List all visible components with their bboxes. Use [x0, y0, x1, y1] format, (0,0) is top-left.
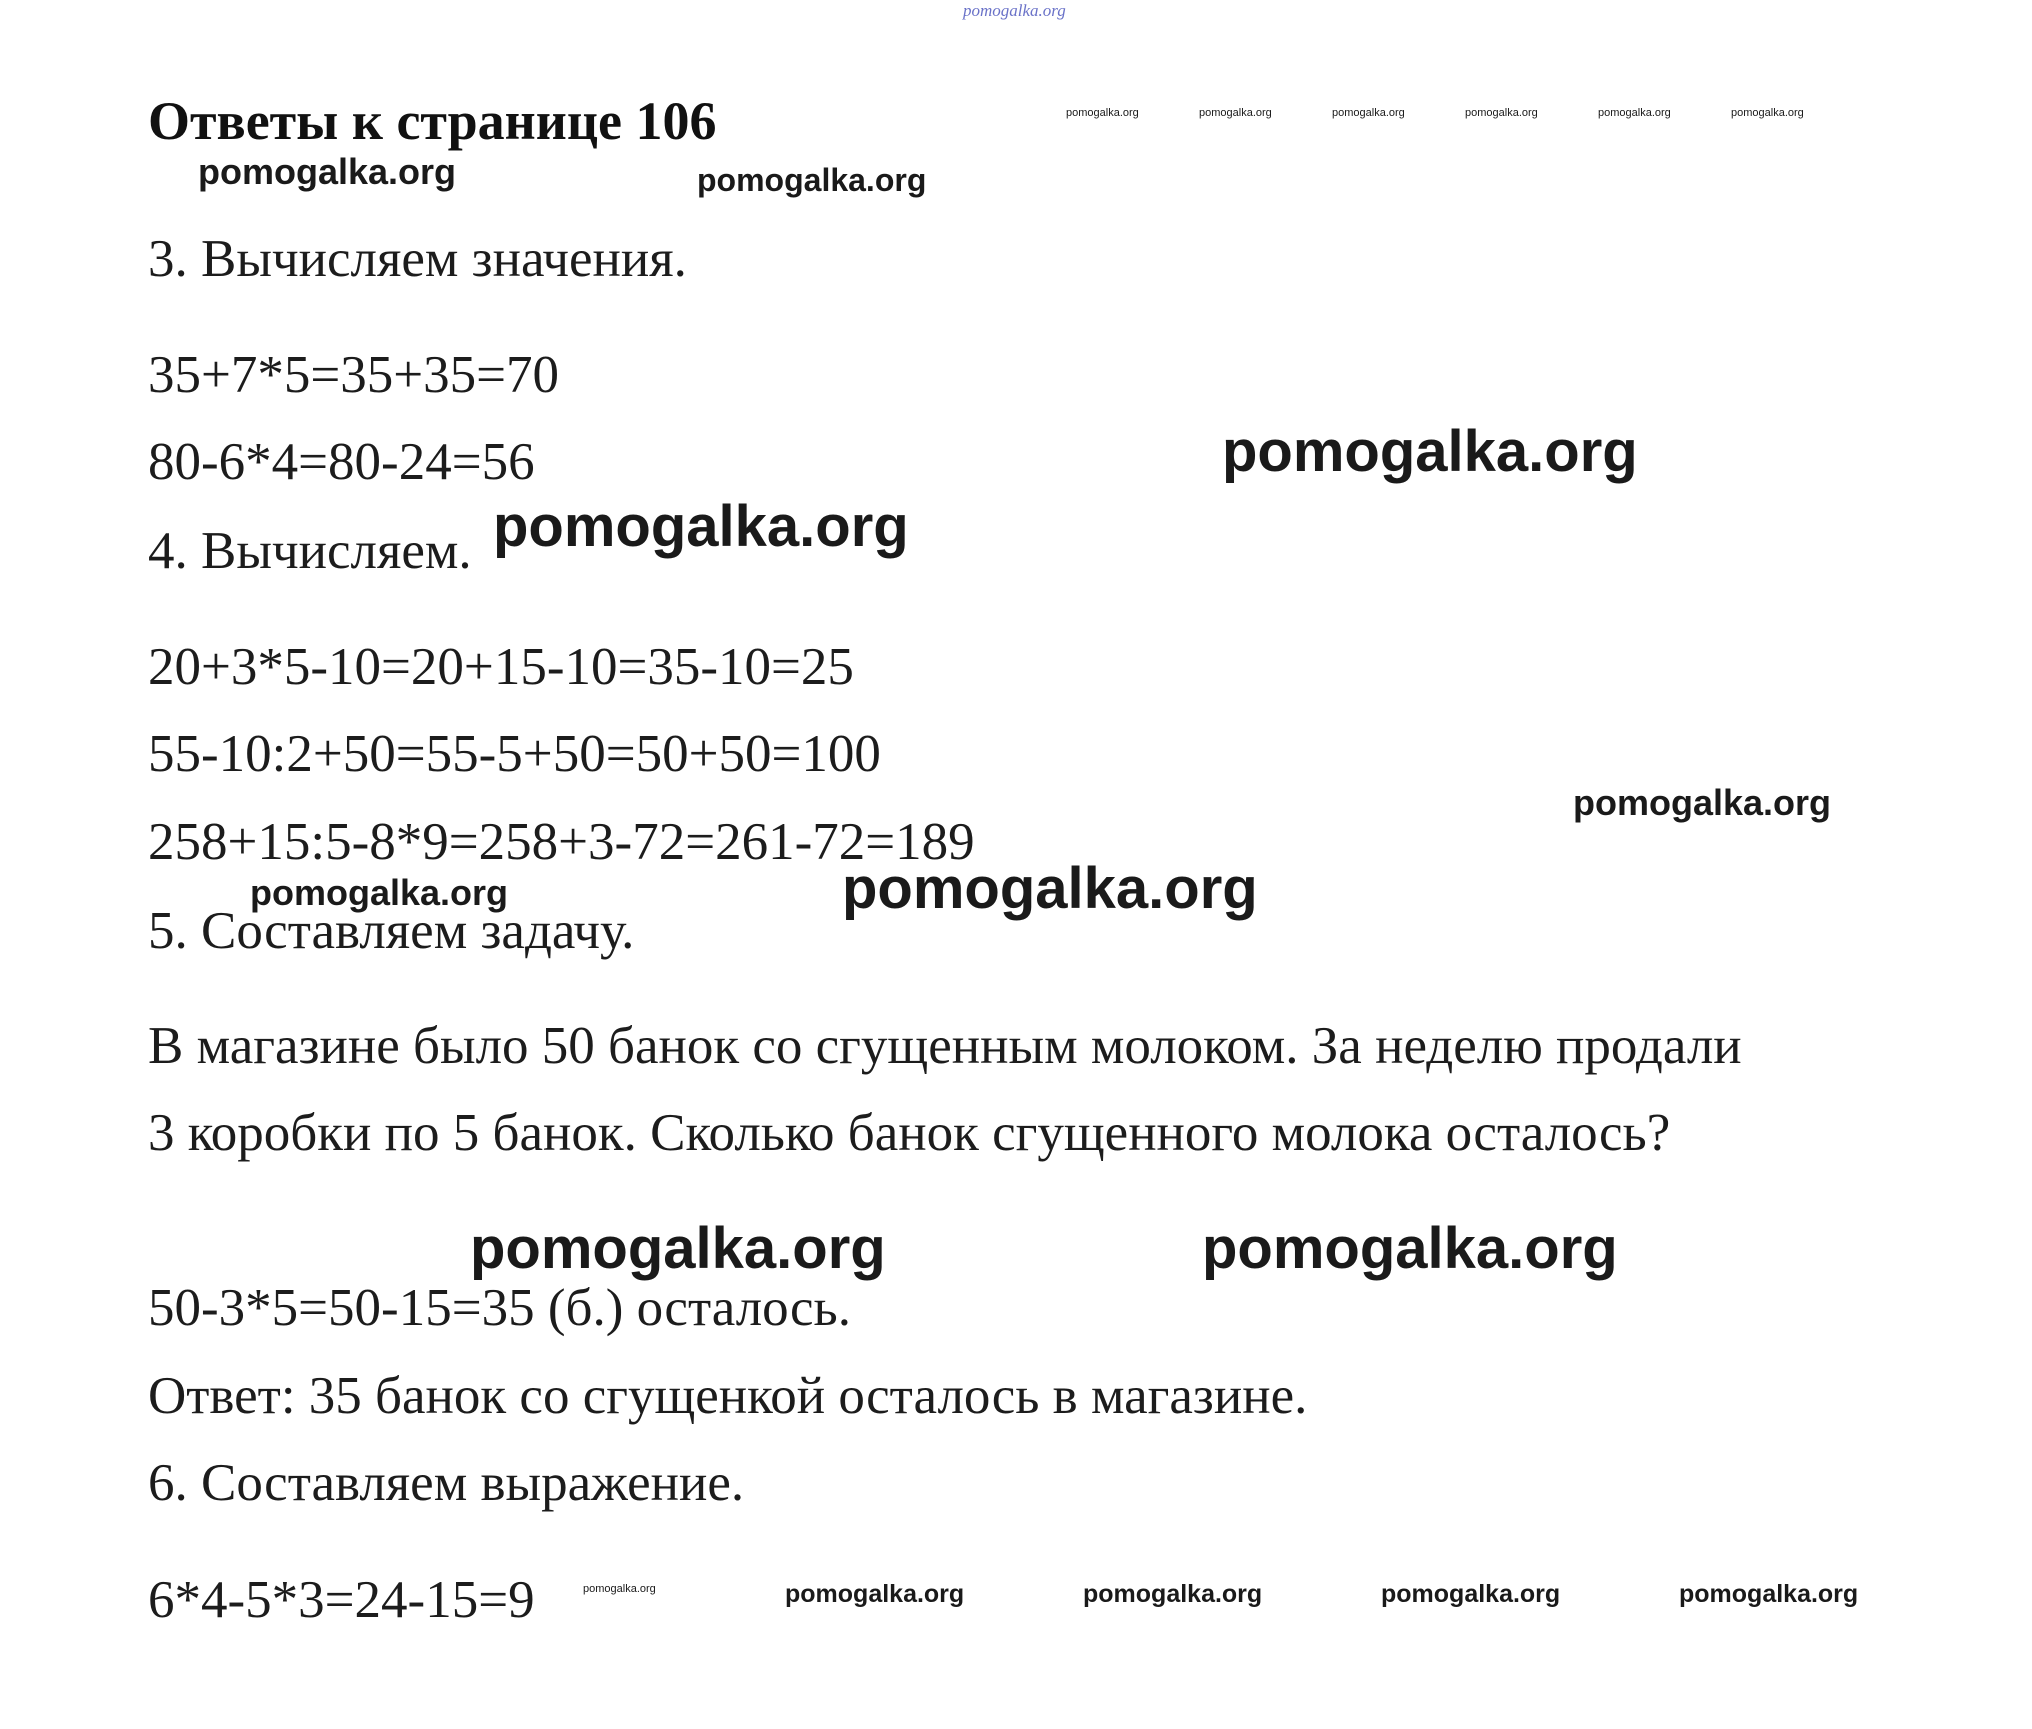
task4-heading: 4. Вычисляем. — [148, 522, 472, 580]
task5-problem-line-2: 3 коробки по 5 банок. Сколько банок сгущенного молока осталось? — [148, 1104, 1671, 1162]
task3-line-1: 35+7*5=35+35=70 — [148, 346, 560, 404]
header-watermark: pomogalka.org — [1731, 107, 1804, 119]
task6-heading: 6. Составляем выражение. — [148, 1454, 745, 1512]
task5-problem-line-1: В магазине было 50 банок со сгущенным молоком. За неделю продали — [148, 1017, 1742, 1075]
header-watermark: pomogalka.org — [1598, 107, 1671, 119]
footer-watermark: pomogalka.org — [1083, 1580, 1263, 1608]
header-watermark: pomogalka.org — [1332, 107, 1405, 119]
task3-line-2: 80-6*4=80-24=56 — [148, 433, 535, 491]
watermark: pomogalka.org — [842, 856, 1258, 921]
task6-line: 6*4-5*3=24-15=9 — [148, 1571, 535, 1629]
watermark: pomogalka.org — [493, 494, 909, 559]
task5-answer: Ответ: 35 банок со сгущенкой осталось в магазине. — [148, 1367, 1308, 1425]
header-watermark: pomogalka.org — [1066, 107, 1139, 119]
task3-heading: 3. Вычисляем значения. — [148, 230, 687, 288]
task4-line-2: 55-10:2+50=55-5+50=50+50=100 — [148, 725, 881, 783]
watermark: pomogalka.org — [1573, 782, 1832, 823]
watermark: pomogalka.org — [1222, 419, 1638, 484]
footer-watermark: pomogalka.org — [1381, 1580, 1561, 1608]
watermark: pomogalka.org — [583, 1583, 656, 1595]
footer-watermark: pomogalka.org — [1679, 1580, 1859, 1608]
watermark: pomogalka.org — [198, 151, 457, 192]
task5-solution: 50-3*5=50-15=35 (б.) осталось. — [148, 1279, 851, 1337]
header-watermark: pomogalka.org — [1199, 107, 1272, 119]
watermark: pomogalka.org — [470, 1216, 886, 1281]
watermark: pomogalka.org — [1202, 1216, 1618, 1281]
task4-line-3: 258+15:5-8*9=258+3-72=261-72=189 — [148, 813, 975, 871]
task4-line-1: 20+3*5-10=20+15-10=35-10=25 — [148, 638, 854, 696]
top-watermark: pomogalka.org — [963, 1, 1066, 20]
footer-watermark: pomogalka.org — [785, 1580, 965, 1608]
watermark: pomogalka.org — [697, 162, 927, 198]
task5-heading: 5. Составляем задачу. — [148, 902, 635, 960]
header-watermark: pomogalka.org — [1465, 107, 1538, 119]
watermark: pomogalka.org — [250, 872, 509, 913]
page-title: Ответы к странице 106 — [148, 91, 717, 151]
